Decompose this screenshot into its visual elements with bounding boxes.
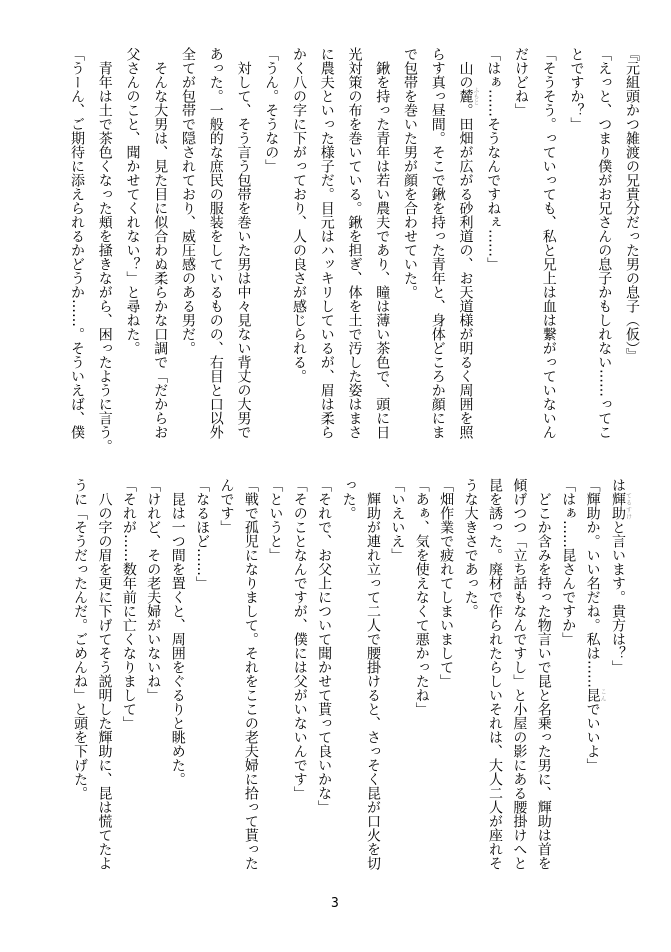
text-block-upper [62, 47, 645, 452]
text-line [395, 47, 423, 452]
text-segment: 八の字の眉を更に下げてそう説明した輝助に、昆は慌てたよ [96, 478, 113, 870]
text-segment: 「はぁ……昆さんですか」 [560, 478, 577, 646]
text-segment: は [610, 478, 626, 492]
text-segment: だけどね」 [513, 47, 529, 117]
text-segment: 対して、そう言う包帯を巻いた男は中々見ない背丈の大男で [235, 47, 252, 439]
text-line [458, 478, 482, 883]
text-segment: うに「そうだったんだ。ごめんね」と頭を下げた。 [72, 478, 89, 800]
ruby-reading: こん [599, 688, 607, 702]
text-segment: 「けれど、その老夫婦がいないね」 [145, 478, 162, 702]
text-line [336, 478, 360, 883]
text-line [434, 478, 458, 883]
text-segment: でいいよ」 [584, 702, 601, 772]
text-segment: 昆は一つ間を置くと、周囲をぐるりと眺めた。 [169, 478, 186, 786]
text-segment: 「うーん、ご期待に添えられるかどうか……。そういえば、僕 [69, 47, 85, 439]
text-line [92, 478, 116, 883]
text-segment: 「それで、お父上について聞かせて貰って良いかな」 [316, 478, 333, 814]
text-segment: 『元組頭かつ雑渡の兄貴分だった男の息子（仮）』 [624, 47, 640, 362]
text-segment: 「いえいえ」 [389, 478, 406, 562]
text-segment: 「輝助か。いい名だね。私は…… [584, 478, 601, 688]
text-segment: かく八の字に下がっており、人の良さが感じられる。 [291, 47, 307, 383]
text-line [385, 478, 409, 883]
text-segment: 「畑作業で疲れてしまいまして」 [438, 478, 455, 688]
text-line [368, 47, 396, 452]
text-line [257, 47, 285, 452]
text-segment: らす真っ昼間。そこで鍬を持った青年と、身体どころか顔にま [429, 47, 446, 439]
text-segment: 「なるほど……」 [194, 478, 211, 590]
text-segment: 「えっと、つまり僕がお兄さんの息子かもしれない……ってこ [596, 47, 613, 439]
text-line [562, 47, 590, 452]
text-segment: うな大きさであった。 [462, 478, 479, 618]
text-segment: 「それが……数年前に亡くなりまして」 [120, 478, 137, 730]
text-block-lower [68, 478, 631, 883]
text-segment: んです」 [218, 478, 235, 534]
ruby-annotated-word [457, 87, 479, 105]
text-line [409, 478, 433, 883]
text-segment: どこか含みを持った物言いで昆と名乗った男に、輝助は首を [535, 478, 552, 870]
text-segment: 。田畑が広がる砂利道の、お天道様が明るく周囲を照 [457, 103, 474, 439]
ruby-reading: ふもと [472, 87, 479, 105]
text-line [531, 478, 555, 883]
text-line [312, 478, 336, 883]
text-line [590, 47, 618, 452]
text-line [451, 47, 479, 452]
text-segment: と言います。貴方は？」 [610, 520, 626, 674]
ruby-reading: てるすけ [624, 492, 632, 520]
text-segment: 鍬を持った青年は若い農夫であり、瞳は薄い茶色で、頭に日 [374, 47, 391, 439]
ruby-base: 昆 [584, 688, 601, 702]
text-line [580, 478, 605, 883]
text-line [165, 478, 189, 883]
text-line [617, 47, 645, 452]
text-segment: った。 [340, 478, 357, 520]
text-segment: 「そのことなんですが、僕には父がいないんです」 [291, 478, 308, 800]
text-segment: 父さんのこと、聞かせてくれない？」と尋ねた。 [124, 47, 141, 355]
text-line [116, 478, 140, 883]
text-line [423, 47, 451, 452]
text-segment: に農夫といった様子だ。目元はハッキリしているが、眉は柔ら [318, 47, 335, 439]
text-line [606, 478, 631, 883]
text-line [146, 47, 174, 452]
text-line [340, 47, 368, 452]
text-segment: とですか？」 [568, 47, 585, 131]
text-line [361, 478, 385, 883]
text-line [141, 478, 165, 883]
text-segment: 「はぁ……そうなんですねぇ……」 [485, 47, 502, 271]
text-line [506, 47, 534, 452]
text-line [507, 478, 531, 883]
ruby-base: 輝助 [610, 492, 626, 520]
text-line [173, 47, 201, 452]
text-line [201, 47, 229, 452]
text-line [62, 47, 90, 452]
text-segment: 全てが包帯で隠されており、威圧感のある男だ。 [180, 47, 196, 355]
text-line [239, 478, 263, 883]
text-segment: 「あぁ、気を使えなくて悪かったね」 [413, 478, 430, 716]
text-segment: 青年は土で茶色くなった頬を掻きながら、困ったように言う。 [96, 47, 113, 453]
text-line [483, 478, 507, 883]
text-segment: で包帯を巻いた男が顔を合わせていた。 [402, 47, 418, 299]
ruby-annotated-word [610, 492, 632, 520]
text-line [312, 47, 340, 452]
text-line [263, 478, 287, 883]
text-line [229, 47, 257, 452]
text-line [68, 478, 92, 883]
text-line [118, 47, 146, 452]
page-number: 3 [331, 896, 339, 911]
text-segment: 「うん。そうなの」 [263, 47, 280, 173]
text-segment: 「戦で孤児になりまして。それをここの老夫婦に拾って貰った [242, 478, 259, 870]
text-segment: 輝助が連れ立って二人で腰掛けると、さっそく昆が口火を切 [364, 478, 381, 870]
text-segment: 山の [457, 47, 474, 89]
text-line [556, 478, 580, 883]
text-line [90, 47, 118, 452]
text-line [479, 47, 507, 452]
text-line [190, 478, 214, 883]
text-segment: 「そうそう。っていっても、私と兄上は血は繋がっていないん [540, 47, 557, 439]
text-segment: あった。一般的な庶民の服装をしているものの、右目と口以外 [207, 47, 224, 439]
text-segment: 傾げつつ「立ち話もなんですし」と小屋の影にある腰掛けへと [511, 478, 528, 870]
text-line [287, 478, 311, 883]
text-segment: 光対策の布を巻いている。鍬を担ぎ、体を土で汚した姿はまさ [346, 47, 363, 439]
text-line [284, 47, 312, 452]
ruby-annotated-word [584, 688, 607, 702]
text-line [214, 478, 238, 883]
text-segment: そんな大男は、見た目に似合わぬ柔らかな口調で「だからお [152, 47, 169, 439]
text-segment: 昆を誘った。廃材で作られたらしいそれは、大人二人が座れそ [486, 478, 503, 870]
ruby-base: 麓 [457, 87, 474, 105]
text-segment: 「というと」 [267, 478, 284, 562]
text-line [534, 47, 562, 452]
